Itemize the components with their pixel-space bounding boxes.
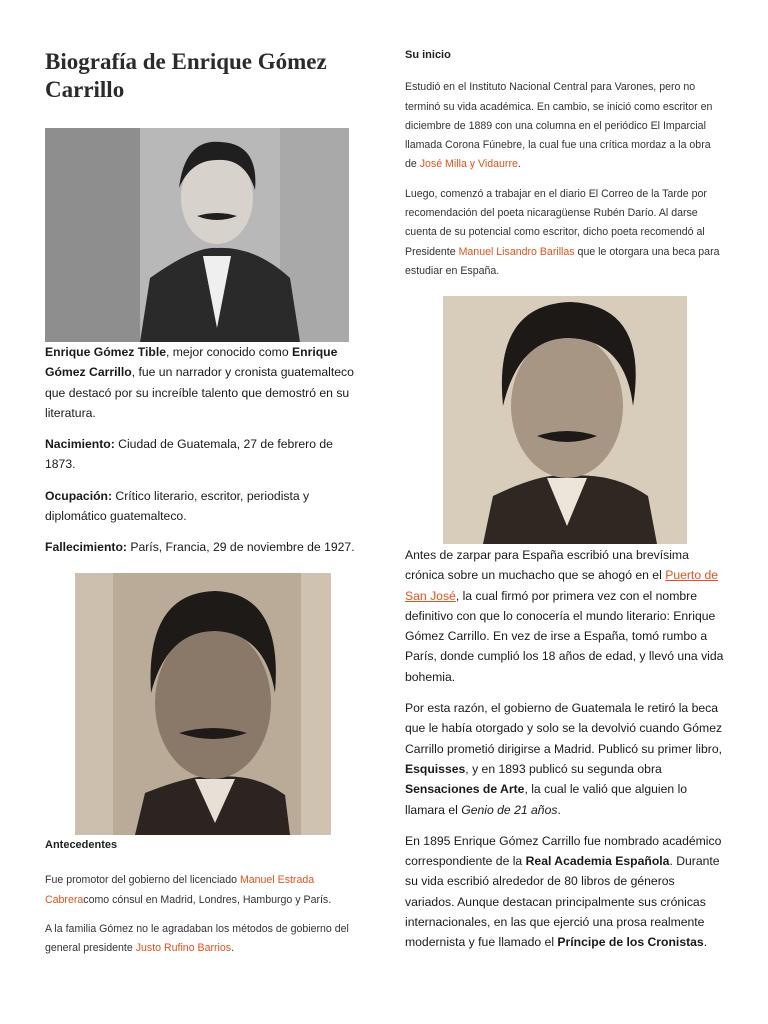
start-paragraph-1: [405, 78, 723, 174]
p5-text-1: En 1895 Enrique Gómez Carrillo fue nombrado académico correspondiente de la: [405, 833, 722, 869]
birth-paragraph: [45, 434, 363, 475]
p4-bold-sensaciones: Sensaciones de Arte: [405, 782, 525, 797]
p5-text-2: . Durante su vida escribió alrededor de 80 libros de géneros variados. Aunque destacan principalmente sus crónicas internacionales, en las que ejerció una prosa realmente modernista y fue llamado el: [405, 854, 720, 950]
bg2-text-1: A la familia Gómez no le agradaban los métodos de gobierno del general presidente: [45, 922, 349, 955]
p3-text-2: , la cual firmó por primera vez con el nombre definitivo con que lo conocería el mundo literario: Enrique Gómez Carrillo. En vez de irse a España, tomó rumbo a París, donde cumplió los 18 años de edad, y llevó una vida bohemia.: [405, 588, 724, 684]
paragraph-3: [405, 545, 725, 687]
start2-text-1: Luego, comenzó a trabajar en el diario El Correo de la Tarde por recomendación del poeta nicaragüense Rubén Darío. Al darse cuenta de su potencial como escritor, dicho poeta recomendó al Presidente: [405, 187, 707, 258]
p5-bold-principe: Príncipe de los Cronistas: [557, 935, 704, 950]
death-paragraph: [45, 537, 363, 557]
occupation-label: Ocupación:: [45, 488, 113, 503]
occupation-value: Crítico literario, escritor, periodista y diplomático guatemalteco.: [45, 488, 310, 524]
link-jose-milla[interactable]: José Milla y Vidaurre: [419, 158, 518, 171]
p5-bold-academia: Real Academia Española: [525, 854, 670, 869]
background-heading: Antecedentes: [45, 839, 118, 851]
paragraph-4: [405, 698, 725, 820]
bg1-text-1: Fue promotor del gobierno del licenciado: [45, 874, 240, 887]
link-manuel-lisandro-barillas[interactable]: Manuel Lisandro Barillas: [458, 245, 575, 258]
p4-italic-genio: Genio de 21 años: [461, 802, 558, 817]
p3-text-1: Antes de zarpar para España escribió una brevísima crónica sobre un muchacho que se ahogó en el: [405, 548, 689, 583]
intro-text-2: , fue un narrador y cronista guatemalteco que destacó por su increíble talento que demostró en su literatura.: [45, 365, 354, 420]
portrait-photo-1: [45, 128, 349, 342]
p5-text-3: .: [703, 935, 708, 950]
bg2-text-2: .: [231, 942, 235, 955]
p4-text-3: , la cual le valió que alguien lo llamara el: [405, 782, 688, 817]
intro-alias: Enrique Gómez Carrillo: [45, 345, 338, 380]
death-label: Fallecimiento:: [45, 540, 127, 555]
intro-text-1: , mejor conocido como: [166, 345, 292, 359]
link-justo-rufino-barrios[interactable]: Justo Rufino Barrios: [135, 942, 232, 955]
start1-text-1: Estudió en el Instituto Nacional Central para Varones, pero no terminó su vida académica. En cambio, se inició como escritor en diciembre de 1889 con una columna en el periódico El Imparcial llamada Corona Fúnebre, la cual fue una crítica mordaz a la obra de: [405, 81, 713, 171]
p4-text-2: , y en 1893 publicó su segunda obra: [465, 761, 662, 776]
link-puerto-san-jose[interactable]: Puerto de San José: [405, 568, 719, 603]
page-title: Biografía de Enrique Gómez Carrillo: [45, 49, 327, 102]
portrait-photo-2: [75, 573, 331, 835]
portrait-photo-3: [443, 296, 687, 544]
start-heading: Su inicio: [405, 49, 451, 61]
background-paragraph-1: [45, 871, 363, 910]
background-paragraph-2: [45, 920, 363, 959]
p4-text-1: Por esta razón, el gobierno de Guatemala le retiró la beca que le había otorgado y solo se la devolvió cuando Gómez Carrillo prometió dirigirse a Madrid. Publicó su primer libro,: [405, 701, 723, 756]
intro-paragraph: [45, 342, 363, 423]
start1-text-2: .: [517, 158, 521, 171]
birth-value: Ciudad de Guatemala, 27 de febrero de 1873.: [45, 437, 333, 472]
birth-label: Nacimiento:: [45, 437, 115, 452]
intro-name: Enrique Gómez Tible: [45, 345, 166, 359]
p4-text-4: .: [557, 802, 561, 817]
paragraph-5: [405, 831, 725, 953]
bg1-text-2: como cónsul en Madrid, Londres, Hamburgo y París.: [83, 893, 332, 906]
start2-text-2: que le otorgara una beca para estudiar en España.: [405, 245, 720, 277]
p4-bold-esquisses: Esquisses: [405, 761, 466, 776]
occupation-paragraph: [45, 486, 363, 527]
death-value: París, Francia, 29 de noviembre de 1927.: [126, 540, 355, 555]
start-paragraph-2: [405, 185, 723, 281]
link-manuel-estrada-cabrera[interactable]: Manuel Estrada Cabrera: [45, 874, 315, 906]
